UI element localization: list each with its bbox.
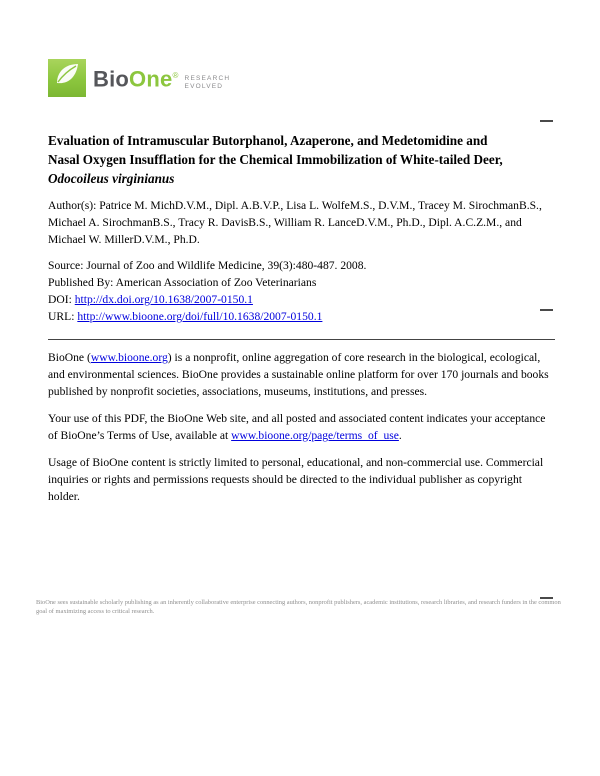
citation-block: [48, 257, 555, 325]
article-title: [48, 131, 555, 188]
source-label: Source:: [48, 259, 84, 272]
tagline-line2: EVOLVED: [184, 82, 224, 90]
registered-mark: ®: [172, 71, 179, 80]
terms-paragraph: [48, 410, 555, 444]
margin-tick: [540, 120, 553, 122]
published-value: American Association of Zoo Veterinarians: [115, 276, 317, 289]
about-paragraph: [48, 349, 555, 400]
brand-bio: Bio: [93, 66, 130, 92]
source-value: Journal of Zoo and Wildlife Medicine, 39(3):480-487. 2008.: [86, 259, 367, 272]
species-name: Odocoileus virginianus: [48, 171, 175, 186]
authors-line: Author(s): Patrice M. MichD.V.M., Dipl. A.B.V.P., Lisa L. WolfeM.S., D.V.M., Tracey M. SirochmanB.S., Michael A. SirochmanB.S., Tracy R. DavisB.S., William R. LanceD.V.M., Ph.D., Dipl. A.C.Z.M., and Michael W. MillerD.V.M., Ph.D.: [48, 199, 542, 246]
url-link[interactable]: http://www.bioone.org/doi/full/10.1638/2007-0150.1: [77, 310, 323, 323]
doi-line: [48, 291, 555, 308]
source-line: [48, 257, 555, 274]
leaf-icon: [48, 56, 86, 99]
terms-of-use-link[interactable]: www.bioone.org/page/terms_of_use: [231, 429, 399, 442]
brand-one: One: [129, 66, 173, 92]
published-label: Published By:: [48, 276, 114, 289]
title-line1: Evaluation of Intramuscular Butorphanol, Azaperone, and Medetomidine and: [48, 133, 488, 148]
logo-square: [48, 59, 86, 97]
doi-label: DOI:: [48, 293, 72, 306]
about-text-pre: BioOne (: [48, 351, 91, 364]
brand-tagline: [185, 65, 231, 91]
usage-paragraph: Usage of BioOne content is strictly limited to personal, educational, and non-commercial use. Commercial inquiries or rights and permissions requests should be directed to the individual publisher as copyright holder.: [48, 456, 544, 503]
url-label: URL:: [48, 310, 75, 323]
footer-fine-print: BioOne sees sustainable scholarly publishing as an inherently collaborative enterprise connecting authors, nonprofit publishers, academic institutions, research libraries, and research funders in the common goal of maximizing access to critical research.: [36, 599, 561, 615]
url-line: [48, 308, 555, 325]
content-area: [48, 131, 555, 505]
section-divider: [48, 339, 555, 340]
terms-text-post: .: [398, 429, 402, 442]
tagline-line1: RESEARCH: [184, 74, 231, 82]
about-text-post: ) is a nonprofit, online aggregation of core research in the biological, ecological, and environmental sciences. BioOne provides a sustainable online platform for over 170 journals and books published by nonprofit societies, associations, museums, institutions, and presses.: [48, 351, 549, 398]
doi-link[interactable]: http://dx.doi.org/10.1638/2007-0150.1: [74, 293, 253, 306]
bioone-logo: [48, 57, 230, 98]
bioone-home-link[interactable]: www.bioone.org: [90, 351, 168, 364]
title-line2: Nasal Oxygen Insufflation for the Chemical Immobilization of White-tailed Deer,: [48, 152, 503, 167]
brand-wordmark: [93, 57, 179, 98]
published-line: [48, 274, 555, 291]
terms-text-pre: Your use of this PDF, the BioOne Web site, and all posted and associated content indicates your acceptance of BioOne’s Terms of Use, available at: [48, 412, 546, 442]
